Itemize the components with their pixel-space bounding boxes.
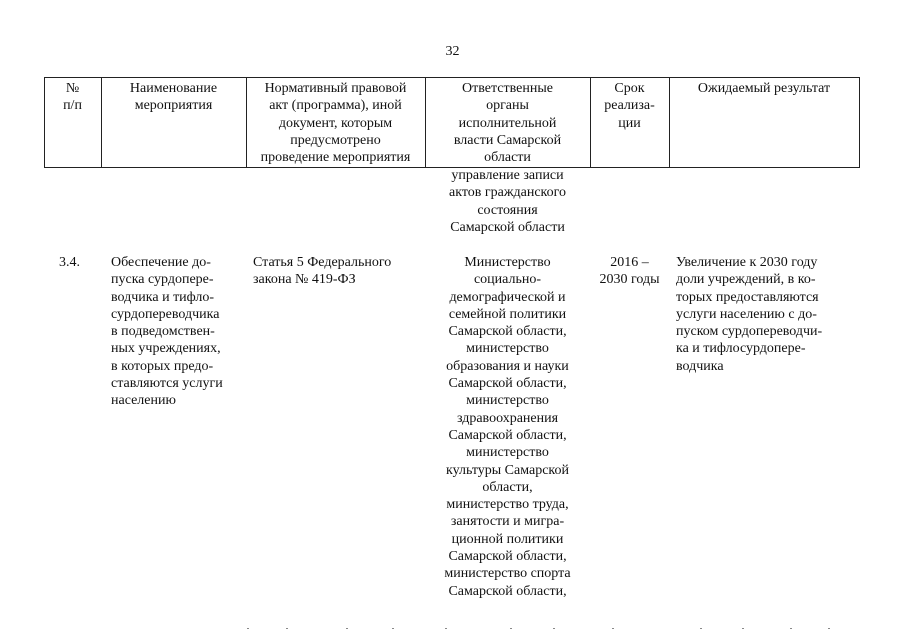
row-name-line: ставляются услуги: [111, 376, 223, 392]
row-result-line: ка и тифлосурдопере-: [676, 341, 806, 357]
row-number: 3.4.: [59, 255, 80, 270]
header-number: № п/п: [63, 81, 82, 114]
row-result: [676, 254, 851, 375]
row-name-line: населению: [111, 393, 176, 409]
row-name-line: Обеспечение до-: [111, 255, 211, 270]
continuation-responsible: управление записи актов гражданского состояния Самарской области: [448, 168, 567, 235]
row-name-line: в которых предо-: [111, 358, 214, 374]
header-document: Нормативный правовой акт (программа), иной документ, которым предусмотрено проведение мероприятия: [260, 81, 411, 166]
column-divider: [859, 77, 860, 168]
row-responsible: Министерство социально- демографической и семейной политики Самарской области, министерство образования и науки Самарской области, министерство здравоохранения Самарской области, министерство культуры Самарской области, министерство труда, занятости и мигра- ционной политики Самарской области, министерство спорта Самарской области,: [444, 255, 571, 599]
row-name-line: сурдопереводчика: [111, 306, 220, 322]
row-name-line: пуска сурдопере-: [111, 272, 214, 288]
row-document: Статья 5 Федерального закона № 419-ФЗ: [253, 255, 392, 288]
row-name: [111, 254, 241, 410]
row-result-line: доли учреждений, в ко-: [676, 272, 816, 288]
scan-artifacts: [0, 628, 905, 634]
header-responsible: Ответственные органы исполнительной власти Самарской области: [453, 81, 562, 166]
row-result-line: пуском сурдопереводчи-: [676, 324, 823, 340]
row-result-line: торых предоставляются: [676, 289, 819, 305]
row-name-line: водчика и тифло-: [111, 289, 215, 305]
row-term: 2016 – 2030 годы: [599, 255, 660, 288]
row-result-line: водчика: [676, 358, 724, 374]
header-term: Срок реализа- ции: [604, 81, 655, 131]
page-number: 32: [445, 44, 460, 59]
row-result-line: услуги населению с до-: [676, 306, 817, 322]
row-name-line: ных учреждениях,: [111, 341, 221, 357]
header-name: Наименование мероприятия: [129, 81, 218, 114]
header-result: Ожидаемый результат: [697, 81, 831, 96]
header-top-border: [44, 77, 860, 78]
row-result-line: Увеличение к 2030 году: [676, 255, 818, 270]
row-name-line: в подведомствен-: [111, 324, 215, 340]
